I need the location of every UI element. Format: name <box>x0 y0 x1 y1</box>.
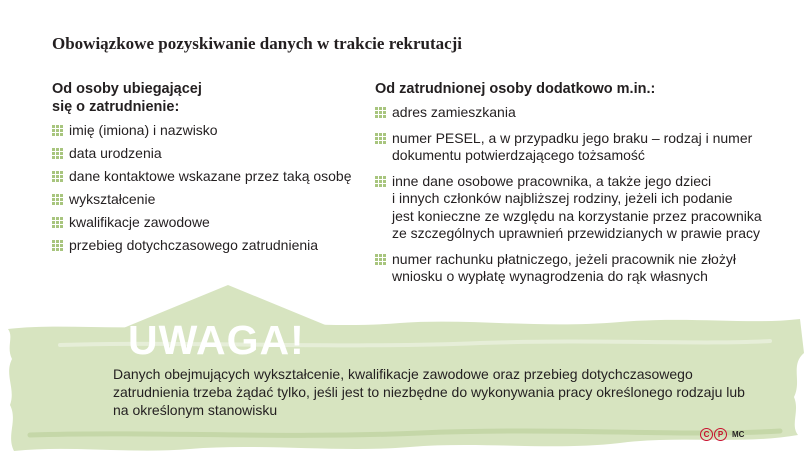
grid-bullet-icon <box>375 176 386 187</box>
list-item: dane kontaktowe wskazane przez taką osobę <box>52 168 372 186</box>
list-item: kwalifikacje zawodowe <box>52 214 372 232</box>
right-column-heading: Od zatrudnionej osoby dodatkowo m.in.: <box>375 81 656 97</box>
list-item: przebieg dotychczasowego zatrudnienia <box>52 237 372 255</box>
author-initials: MC <box>732 430 745 439</box>
list-item: adres zamieszkania <box>375 104 795 122</box>
grid-bullet-icon <box>375 133 386 144</box>
credits <box>700 428 744 441</box>
grid-bullet-icon <box>375 107 386 118</box>
grid-bullet-icon <box>52 125 63 136</box>
grid-bullet-icon <box>52 194 63 205</box>
grid-bullet-icon <box>52 148 63 159</box>
list-item: inne dane osobowe pracownika, a także jego dzieci i innych członków najbliższej rodziny, jeżeli ich podanie jest konieczne ze względu na korzystanie przez pracownika ze szczególnych uprawnień przewidzianych w prawie pracy <box>375 173 795 243</box>
warning-heading: UWAGA! <box>128 317 305 363</box>
press-icon: P <box>714 428 727 441</box>
left-list <box>52 122 372 255</box>
grid-bullet-icon <box>52 240 63 251</box>
right-list <box>375 104 795 286</box>
page-title: Obowiązkowe pozyskiwanie danych w trakcie rekrutacji <box>52 34 463 53</box>
grid-bullet-icon <box>52 171 63 182</box>
copyright-icon: C <box>700 428 713 441</box>
grid-bullet-icon <box>52 217 63 228</box>
left-column-heading: Od osoby ubiegającej się o zatrudnienie: <box>52 81 202 115</box>
brush-texture <box>30 431 780 435</box>
warning-text: Danych obejmujących wykształcenie, kwalifikacje zawodowe oraz przebieg dotychczasowego zatrudnienia trzeba żądać tylko, jeśli jest to niezbędne do wykonywania pracy określonego rodzaju lub na określonym stanowisku <box>113 366 745 418</box>
grid-bullet-icon <box>375 254 386 265</box>
left-column <box>52 80 372 260</box>
right-column <box>375 80 795 294</box>
list-item: imię (imiona) i nazwisko <box>52 122 372 140</box>
list-item: wykształcenie <box>52 191 372 209</box>
list-item: data urodzenia <box>52 145 372 163</box>
list-item: numer rachunku płatniczego, jeżeli pracownik nie złożył wniosku o wypłatę wynagrodzenia do rąk własnych <box>375 251 795 286</box>
list-item: numer PESEL, a w przypadku jego braku – rodzaj i numer dokumentu potwierdzającego tożsamość <box>375 130 795 165</box>
